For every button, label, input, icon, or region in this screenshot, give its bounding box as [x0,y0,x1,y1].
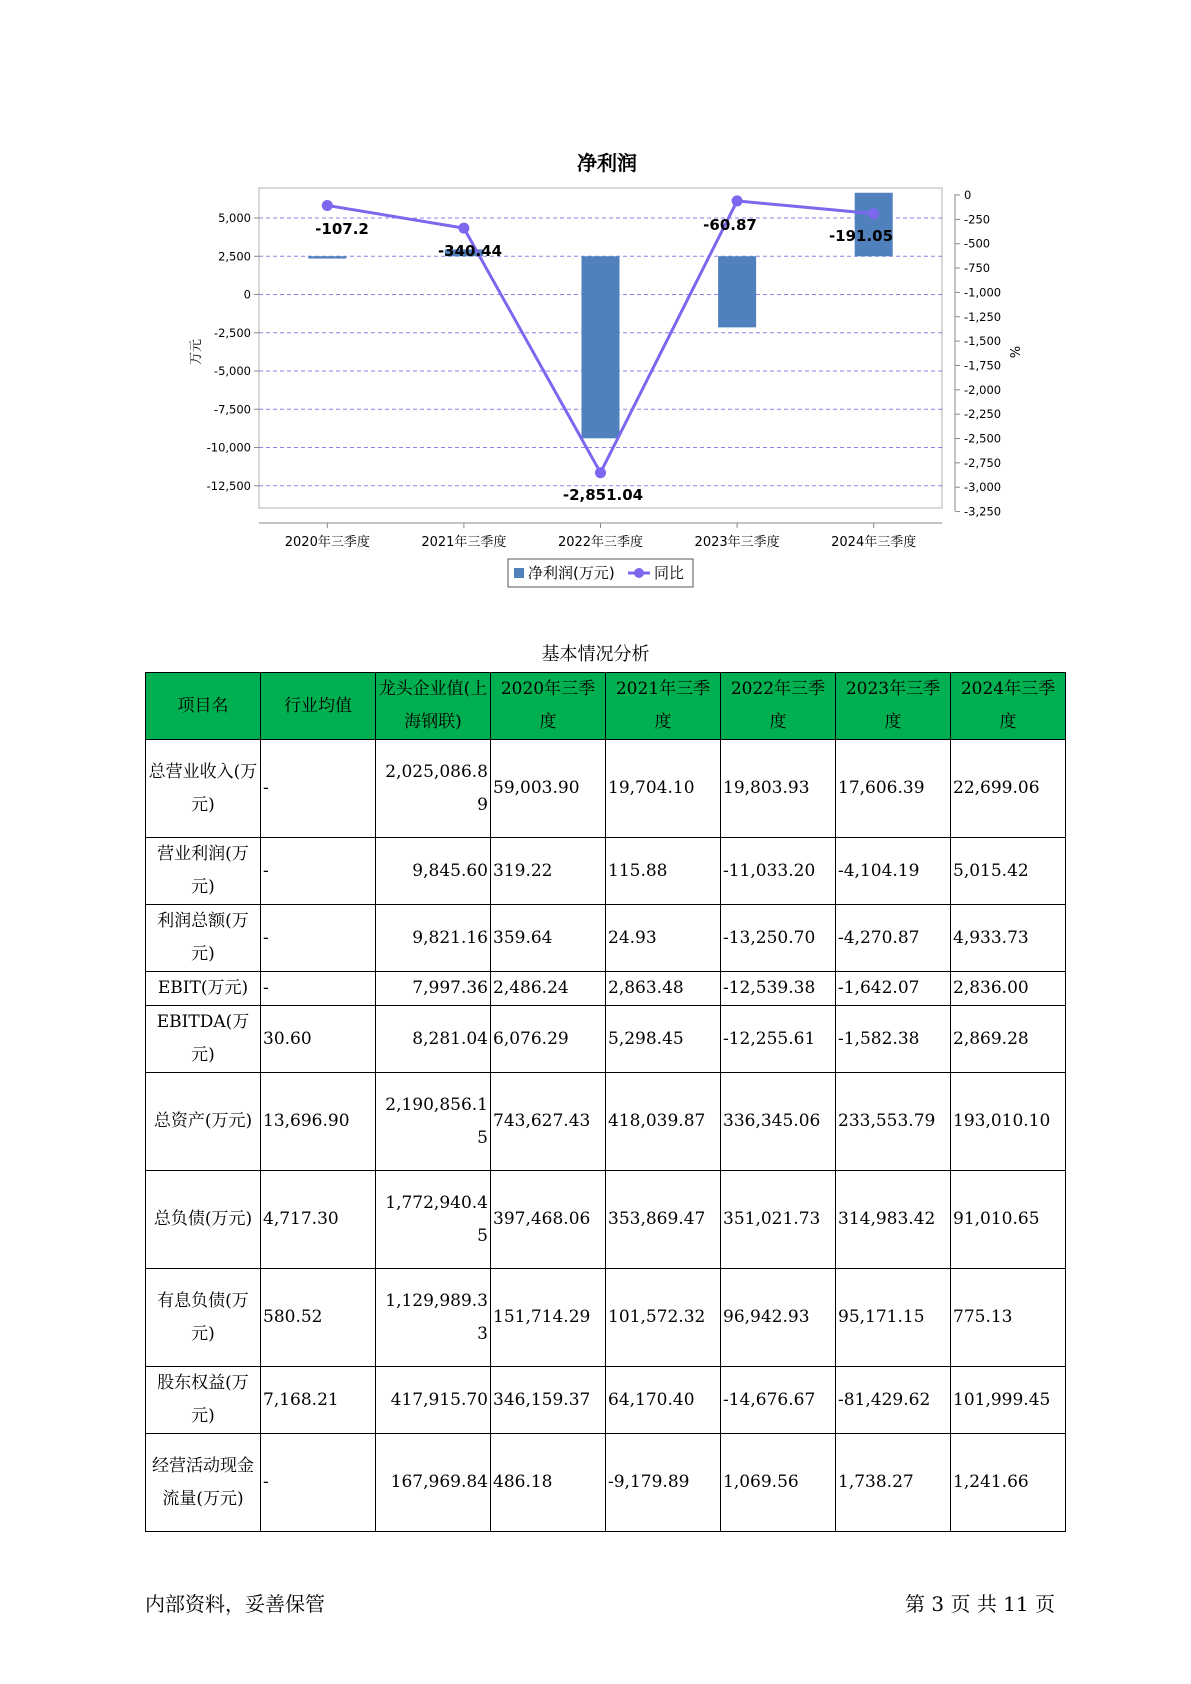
table-cell: -9,179.89 [606,1434,721,1532]
y-axis-label: 万元 [189,338,204,366]
y-tick-label: -2,500 [213,325,251,340]
bar [718,256,756,327]
table-cell: 2,486.24 [491,972,606,1006]
table-cell: 30.60 [261,1006,376,1073]
table-row [146,1434,1066,1532]
table-cell: 1,241.66 [951,1434,1066,1532]
data-label: -60.87 [703,216,757,234]
table-cell: 5,298.45 [606,1006,721,1073]
table-cell: 397,468.06 [491,1171,606,1269]
data-label: -191.05 [828,227,894,245]
table-cell: 1,772,940.45 [376,1171,491,1269]
table-cell: 580.52 [261,1269,376,1367]
legend-bar-label: 净利润(万元) [528,564,615,582]
table-cell: -11,033.20 [721,838,836,905]
table-cell: 101,572.32 [606,1269,721,1367]
table-cell: 101,999.45 [951,1367,1066,1434]
table-cell: -13,250.70 [721,905,836,972]
y2-tick-label: -2,250 [964,407,1002,422]
bar [582,256,620,438]
table-cell: 59,003.90 [491,740,606,838]
y2-tick-label: -1,250 [964,309,1002,324]
table-cell: 351,021.73 [721,1171,836,1269]
bar [855,193,893,256]
y-tick-label: -12,500 [206,478,251,493]
column-header: 2024年三季度 [951,673,1066,740]
table-cell: - [261,740,376,838]
row-label: 总营业收入(万元) [146,740,261,838]
row-label: 利润总额(万元) [146,905,261,972]
row-label: 有息负债(万元) [146,1269,261,1367]
column-header: 2023年三季度 [836,673,951,740]
legend-bar-swatch [514,568,524,578]
line-point [322,200,333,211]
table-cell: 486.18 [491,1434,606,1532]
table-row [146,1073,1066,1171]
table-cell: 17,606.39 [836,740,951,838]
y2-tick-label: -3,000 [964,480,1002,495]
table-cell: 22,699.06 [951,740,1066,838]
table-cell: 1,738.27 [836,1434,951,1532]
column-header: 龙头企业值(上海钢联) [376,673,491,740]
table-row [146,1269,1066,1367]
table-cell: -4,104.19 [836,838,951,905]
table-cell: 4,933.73 [951,905,1066,972]
column-header: 2020年三季度 [491,673,606,740]
table-cell: 353,869.47 [606,1171,721,1269]
line-point [458,223,469,234]
y2-tick-label: -2,750 [964,455,1002,470]
table-cell: -4,270.87 [836,905,951,972]
table-cell: 96,942.93 [721,1269,836,1367]
table-cell: 91,010.65 [951,1171,1066,1269]
table-cell: 4,717.30 [261,1171,376,1269]
table-cell: - [261,1434,376,1532]
chart-title: 净利润 [577,151,637,175]
table-cell: 167,969.84 [376,1434,491,1532]
y2-tick-label: 0 [964,188,972,202]
net-profit-chart [0,0,1191,620]
table-cell: 336,345.06 [721,1073,836,1171]
table-cell: -14,676.67 [721,1367,836,1434]
y2-tick-label: -3,250 [964,504,1002,519]
table-cell: 2,863.48 [606,972,721,1006]
data-label: -2,851.04 [562,486,644,504]
y-tick-label: 0 [243,287,251,302]
y-tick-label: -10,000 [206,440,251,455]
row-label: EBITDA(万元) [146,1006,261,1073]
x-tick-label: 2021年三季度 [421,535,507,550]
table-cell: 9,821.16 [376,905,491,972]
table-cell: 95,171.15 [836,1269,951,1367]
y2-tick-label: -1,000 [964,285,1002,300]
table-cell: 743,627.43 [491,1073,606,1171]
row-label: 营业利润(万元) [146,838,261,905]
y-tick-label: 5,000 [218,211,251,225]
y-axis-left [207,211,259,493]
table-cell: 1,069.56 [721,1434,836,1532]
footer-confidential: 内部资料，妥善保管 [145,1592,325,1616]
table-row [146,838,1066,905]
y-tick-label: 2,500 [218,249,251,264]
table-row [146,1367,1066,1434]
data-label: -340.44 [437,242,503,260]
table-cell: 346,159.37 [491,1367,606,1434]
table-cell: -1,582.38 [836,1006,951,1073]
bar [308,256,346,258]
table-cell: -1,642.07 [836,972,951,1006]
row-label: EBIT(万元) [146,972,261,1006]
legend-line-label: 同比 [654,564,685,582]
table-cell: -12,539.38 [721,972,836,1006]
chart-legend [508,559,693,587]
x-axis [259,523,942,550]
table-cell: 418,039.87 [606,1073,721,1171]
column-header: 项目名 [146,673,261,740]
table-cell: 6,076.29 [491,1006,606,1073]
row-label: 总资产(万元) [146,1073,261,1171]
row-label: 股东权益(万元) [146,1367,261,1434]
table-cell: 2,836.00 [951,972,1066,1006]
table-cell: -12,255.61 [721,1006,836,1073]
y2-tick-label: -1,750 [964,358,1002,373]
table-cell: 359.64 [491,905,606,972]
table-cell: 19,704.10 [606,740,721,838]
y2-tick-label: -250 [964,212,991,227]
footer-page-number: 第 3 页 共 11 页 [905,1592,1055,1616]
data-label: -107.2 [315,220,369,238]
table-cell: 1,129,989.33 [376,1269,491,1367]
table-cell: 64,170.40 [606,1367,721,1434]
row-label: 经营活动现金流量(万元) [146,1434,261,1532]
y2-tick-label: -2,000 [964,382,1002,397]
table-cell: 19,803.93 [721,740,836,838]
table-cell: - [261,972,376,1006]
table-row [146,740,1066,838]
table-cell: 24.93 [606,905,721,972]
table-cell: 314,983.42 [836,1171,951,1269]
table-cell: 13,696.90 [261,1073,376,1171]
table-title: 基本情况分析 [541,644,650,665]
y2-tick-label: -2,500 [964,431,1002,446]
legend-line-marker [634,568,644,578]
table-cell: 7,168.21 [261,1367,376,1434]
basic-analysis-table [145,672,1066,1532]
table-cell: 233,553.79 [836,1073,951,1171]
table-cell: 417,915.70 [376,1367,491,1434]
line-point [595,467,606,478]
table-cell: 2,869.28 [951,1006,1066,1073]
column-header: 2021年三季度 [606,673,721,740]
table-header-row [146,673,1066,740]
y2-tick-label: -750 [964,261,991,276]
table-cell: 5,015.42 [951,838,1066,905]
y2-tick-label: -1,500 [964,334,1002,349]
table-cell: 775.13 [951,1269,1066,1367]
table-row [146,905,1066,972]
table-cell: 193,010.10 [951,1073,1066,1171]
x-tick-label: 2023年三季度 [694,535,780,550]
table-cell: 2,190,856.15 [376,1073,491,1171]
table-cell: 115.88 [606,838,721,905]
table-cell: 319.22 [491,838,606,905]
column-header: 行业均值 [261,673,376,740]
x-tick-label: 2020年三季度 [284,535,370,550]
table-cell: 8,281.04 [376,1006,491,1073]
y-axis-right [955,188,1001,519]
y2-tick-label: -500 [964,236,991,251]
table-row [146,1171,1066,1269]
table-cell: 151,714.29 [491,1269,606,1367]
y2-axis-label: % [1006,345,1021,359]
table-cell: 2,025,086.89 [376,740,491,838]
column-header: 2022年三季度 [721,673,836,740]
table-cell: - [261,905,376,972]
row-label: 总负债(万元) [146,1171,261,1269]
table-cell: -81,429.62 [836,1367,951,1434]
y-tick-label: -7,500 [213,402,251,417]
x-tick-label: 2024年三季度 [831,535,917,550]
table-cell: 7,997.36 [376,972,491,1006]
y-tick-label: -5,000 [213,364,251,378]
table-row [146,1006,1066,1073]
line-point [732,195,743,206]
table-cell: - [261,838,376,905]
table-row [146,972,1066,1006]
x-tick-label: 2022年三季度 [557,535,644,550]
table-cell: 9,845.60 [376,838,491,905]
line-point [868,208,879,219]
